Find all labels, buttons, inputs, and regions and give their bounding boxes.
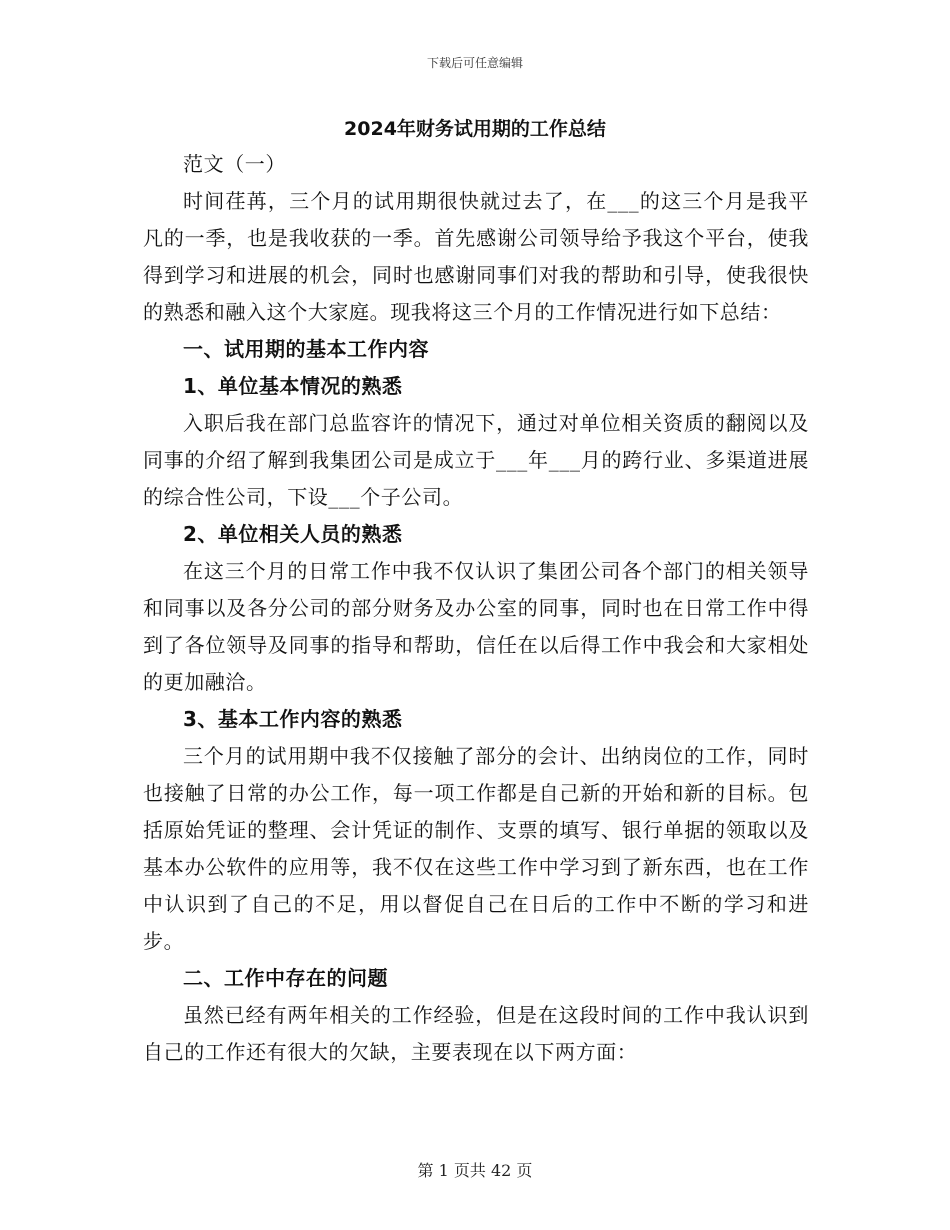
paragraph: 范文（一）	[183, 152, 286, 176]
paragraph: 三个月的试用期中我不仅接触了部分的会计、出纳岗位的工作，同时也接触了日常的办公工作，每一项工作都是自己新的开始和新的目标。包括原始凭证的整理、会计凭证的制作、支票的填写、银行单据的领取以及基本办公软件的应用等，我不仅在这些工作中学习到了新东西，也在工作中认识到了自己的不足，用以督促自己在日后的工作中不断的学习和进步。	[143, 744, 809, 953]
subsection-heading: 3、基本工作内容的熟悉	[183, 707, 403, 731]
section-heading: 二、工作中存在的问题	[183, 966, 388, 990]
header-note: 下载后可任意编辑	[426, 56, 523, 70]
paragraph: 入职后我在部门总监容许的情况下，通过对单位相关资质的翻阅以及同事的介绍了解到我集团公司是成立于___年___月的跨行业、多渠道进展的综合性公司，下设___个子公司。	[143, 411, 809, 509]
section-heading: 一、试用期的基本工作内容	[183, 337, 429, 361]
paragraph: 虽然已经有两年相关的工作经验，但是在这段时间的工作中我认识到自己的工作还有很大的欠缺，主要表现在以下两方面：	[143, 1003, 809, 1064]
subsection-heading: 2、单位相关人员的熟悉	[183, 522, 403, 546]
document-title: 2024年财务试用期的工作总结	[344, 118, 606, 140]
document-body	[143, 146, 809, 1071]
paragraph: 时间荏苒，三个月的试用期很快就过去了，在___的这三个月是我平凡的一季，也是我收获的一季。首先感谢公司领导给予我这个平台，使我得到学习和进展的机会，同时也感谢同事们对我的帮助和引导，使我很快的熟悉和融入这个大家庭。现我将这三个月的工作情况进行如下总结：	[143, 189, 809, 324]
paragraph: 在这三个月的日常工作中我不仅认识了集团公司各个部门的相关领导和同事以及各分公司的部分财务及办公室的同事，同时也在日常工作中得到了各位领导及同事的指导和帮助，信任在以后得工作中我会和大家相处的更加融洽。	[143, 559, 809, 694]
page-number: 第 1 页共 42 页	[417, 1161, 533, 1180]
subsection-heading: 1、单位基本情况的熟悉	[183, 374, 403, 398]
